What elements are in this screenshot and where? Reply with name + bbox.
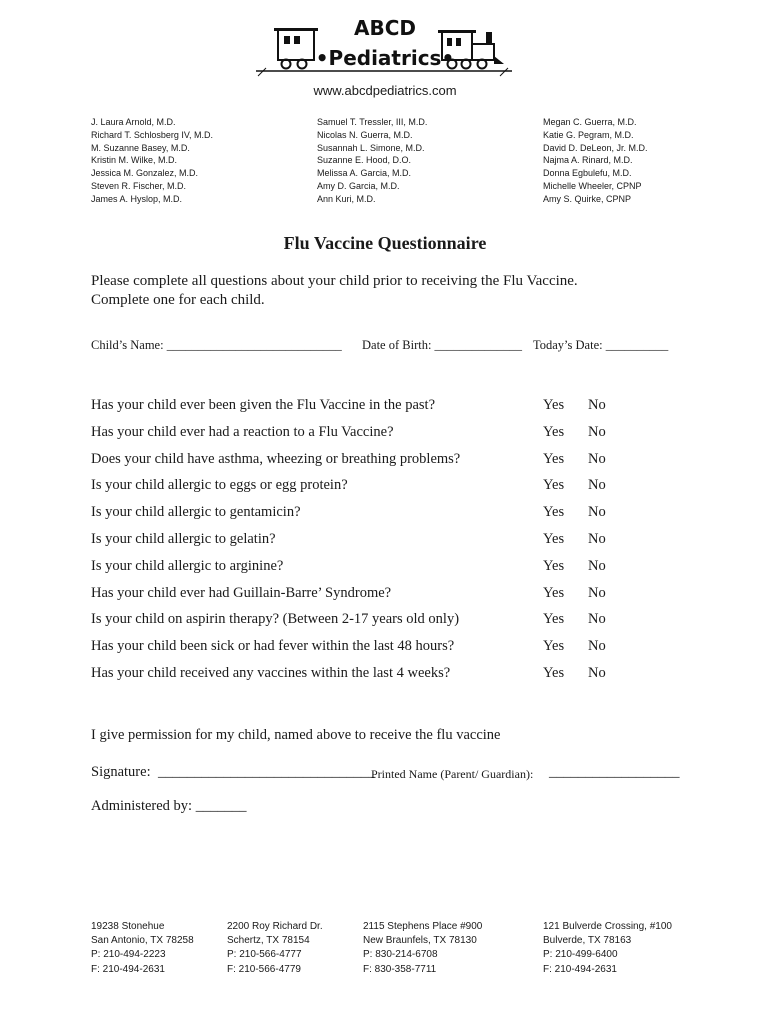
no-option[interactable]: No — [588, 423, 606, 440]
question-row — [91, 531, 691, 558]
address-line: Schertz, TX 78154 — [227, 935, 310, 947]
question-row — [91, 504, 691, 531]
doctor-name: Katie G. Pegram, M.D. — [543, 129, 634, 140]
question-text: Is your child allergic to arginine? — [91, 557, 284, 574]
doctor-name: Richard T. Schlosberg IV, M.D. — [91, 129, 214, 140]
question-row — [91, 611, 691, 638]
no-option[interactable]: No — [588, 477, 606, 494]
doctor-list-column-1 — [91, 116, 213, 206]
no-option[interactable]: No — [588, 450, 606, 467]
no-option[interactable]: No — [588, 664, 606, 681]
no-option[interactable]: No — [588, 530, 606, 547]
address-line: San Antonio, TX 78258 — [91, 935, 194, 947]
address-line: P: 830-214-6708 — [363, 949, 438, 961]
no-option[interactable]: No — [588, 557, 606, 574]
website-url: www.abcdpediatrics.com — [313, 83, 457, 98]
yes-option[interactable]: Yes — [543, 638, 565, 655]
question-text: Has your child ever had a reaction to a Flu Vaccine? — [91, 423, 394, 440]
doctor-name: Megan C. Guerra, M.D. — [543, 117, 637, 127]
form-instructions — [91, 272, 578, 310]
address-line: F: 210-566-4779 — [227, 963, 301, 975]
office-address-stonehue — [91, 920, 194, 977]
question-text: Has your child ever had Guillain-Barre’ Syndrome? — [91, 584, 392, 601]
office-address-bulverde — [543, 920, 672, 977]
question-text: Is your child on aspirin therapy? (Between 2-17 years old only) — [91, 611, 460, 628]
no-option[interactable]: No — [588, 611, 606, 628]
date-of-birth-field[interactable]: Date of Birth: ______________ — [362, 338, 523, 352]
address-line: F: 210-494-2631 — [543, 963, 617, 975]
instructions-line: Complete one for each child. — [91, 292, 265, 308]
address-line: Bulverde, TX 78163 — [543, 935, 632, 947]
question-text: Is your child allergic to gentamicin? — [91, 504, 301, 521]
yes-option[interactable]: Yes — [543, 477, 565, 494]
question-text: Does your child have asthma, wheezing or breathing problems? — [91, 450, 461, 467]
doctor-name: Amy D. Garcia, M.D. — [317, 180, 400, 191]
printed-name-field[interactable]: __________________ — [549, 764, 680, 780]
address-line: 19238 Stonehue — [91, 921, 165, 932]
question-text: Is your child allergic to eggs or egg protein? — [91, 477, 348, 494]
question-text: Has your child received any vaccines within the last 4 weeks? — [91, 664, 451, 681]
administered-by-field[interactable]: Administered by: _______ — [91, 798, 247, 814]
doctor-name: Suzanne E. Hood, D.O. — [317, 155, 412, 166]
child-name-field[interactable]: Child’s Name: ____________________________ — [91, 338, 342, 352]
doctor-name: Susannah L. Simone, M.D. — [317, 142, 425, 153]
yes-option[interactable]: Yes — [543, 584, 565, 601]
doctor-name: David D. DeLeon, Jr. M.D. — [543, 142, 648, 153]
address-line: 121 Bulverde Crossing, #100 — [543, 921, 672, 932]
doctor-name: J. Laura Arnold, M.D. — [91, 117, 176, 127]
no-option[interactable]: No — [588, 584, 606, 601]
no-option[interactable]: No — [588, 504, 606, 521]
permission-statement: I give permission for my child, named above to receive the flu vaccine — [91, 727, 501, 743]
doctor-name: Najma A. Rinard, M.D. — [543, 155, 633, 166]
logo-text-abcd: ABCD — [353, 16, 416, 40]
no-option[interactable]: No — [588, 638, 606, 655]
yes-option[interactable]: Yes — [543, 557, 565, 574]
doctor-list-column-3 — [543, 116, 648, 206]
office-address-schertz — [227, 920, 323, 977]
yes-option[interactable]: Yes — [543, 397, 565, 413]
address-line: P: 210-499-6400 — [543, 949, 618, 961]
doctor-name: Jessica M. Gonzalez, M.D. — [91, 168, 199, 179]
address-line: 2115 Stephens Place #900 — [363, 921, 483, 932]
address-line: New Braunfels, TX 78130 — [363, 935, 477, 947]
doctor-name: M. Suzanne Basey, M.D. — [91, 142, 190, 153]
todays-date-field[interactable]: Today’s Date: __________ — [533, 338, 669, 352]
office-address-new-braunfels — [363, 920, 482, 977]
question-text: Has your child ever been given the Flu Vaccine in the past? — [91, 397, 435, 413]
doctor-name: Samuel T. Tressler, III, M.D. — [317, 117, 428, 127]
logo-text-pediatrics: •Pediatrics• — [315, 46, 455, 70]
address-line: F: 210-494-2631 — [91, 963, 165, 975]
abcd-pediatrics-logo — [254, 18, 516, 78]
question-text: Has your child been sick or had fever within the last 48 hours? — [91, 638, 455, 655]
yes-option[interactable]: Yes — [543, 611, 565, 628]
doctor-name: Nicolas N. Guerra, M.D. — [317, 129, 413, 140]
address-line: P: 210-494-2223 — [91, 949, 166, 961]
doctor-list-column-2 — [317, 116, 427, 206]
instructions-line: Please complete all questions about your child prior to receiving the Flu Vaccine. — [91, 273, 578, 289]
yes-option[interactable]: Yes — [543, 530, 565, 547]
doctor-name: Amy S. Quirke, CPNP — [543, 193, 632, 204]
signature-field[interactable]: ______________________________ — [158, 764, 376, 780]
no-option[interactable]: No — [588, 397, 606, 413]
question-row — [91, 477, 691, 504]
yes-option[interactable]: Yes — [543, 450, 565, 467]
yes-option[interactable]: Yes — [543, 504, 565, 521]
address-line: F: 830-358-7711 — [363, 963, 437, 975]
yes-option[interactable]: Yes — [543, 664, 565, 681]
question-text: Is your child allergic to gelatin? — [91, 530, 276, 547]
question-row — [91, 585, 691, 612]
signature-label: Signature: — [91, 764, 151, 780]
question-row — [91, 558, 691, 585]
questions-list — [91, 397, 691, 692]
address-line: P: 210-566-4777 — [227, 949, 302, 961]
doctor-name: James A. Hyslop, M.D. — [91, 193, 183, 204]
question-row — [91, 665, 691, 692]
question-row — [91, 424, 691, 451]
printed-name-label: Printed Name (Parent/ Guardian): — [371, 767, 534, 781]
doctor-name: Melissa A. Garcia, M.D. — [317, 168, 412, 179]
question-row — [91, 638, 691, 665]
address-line: 2200 Roy Richard Dr. — [227, 921, 323, 932]
doctor-name: Steven R. Fischer, M.D. — [91, 180, 187, 191]
question-row — [91, 397, 691, 424]
question-row — [91, 451, 691, 478]
doctor-name: Donna Egbulefu, M.D. — [543, 168, 632, 179]
yes-option[interactable]: Yes — [543, 423, 565, 440]
doctor-name: Kristin M. Wilke, M.D. — [91, 155, 178, 166]
doctor-name: Michelle Wheeler, CPNP — [543, 180, 642, 191]
doctor-name: Ann Kuri, M.D. — [317, 193, 376, 204]
form-title: Flu Vaccine Questionnaire — [283, 233, 487, 253]
